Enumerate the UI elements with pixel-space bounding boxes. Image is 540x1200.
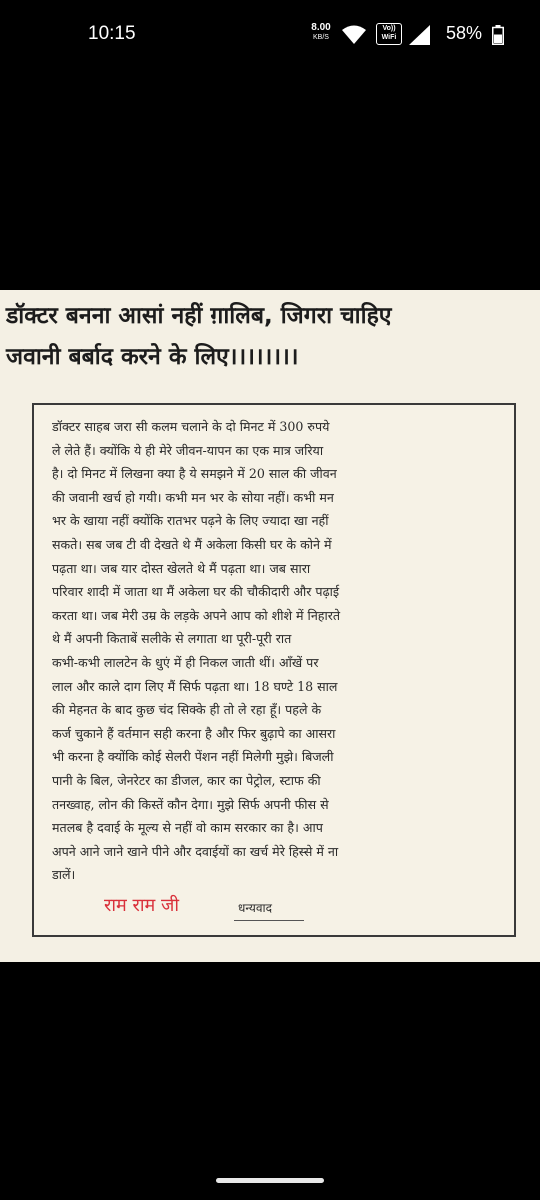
- home-gesture-handle[interactable]: [216, 1178, 324, 1183]
- gesture-nav-bar[interactable]: [0, 1166, 540, 1200]
- article-line: भर के खाया नहीं क्योंकि रातभर पढ़ने के लिए ज्यादा खा नहीं: [52, 513, 329, 529]
- battery-percent: 58%: [446, 23, 483, 43]
- thanks-text: धन्यवाद: [238, 901, 273, 915]
- headline-line-1: डॉक्टर बनना आसां नहीं ग़ालिब, जिगरा चाहिए: [6, 303, 392, 329]
- article-line: ले लेते हैं। क्योंकि ये ही मेरे जीवन-यापन का एक मात्र जरिया: [52, 442, 324, 458]
- newspaper-clipping-image[interactable]: [0, 290, 540, 962]
- article-line: परिवार शादी में जाता था मैं अकेला घर की चौकीदारी और पढ़ाई: [52, 584, 340, 600]
- signal-icon: [409, 25, 431, 45]
- article-line: मतलब है दवाई के मूल्य से नहीं वो काम सरकार का है। आप: [52, 820, 323, 836]
- network-speed: 8.00 KB/S: [311, 22, 331, 41]
- article-line: अपने आने जाने खाने पीने और दवाईयों का खर्च मेरे हिस्से में ना: [52, 843, 339, 859]
- battery-icon: [492, 25, 504, 45]
- article-line: पढ़ता था। जब यार दोस्त खेलते थे मैं पढ़ता था। जब सारा: [52, 560, 311, 576]
- article-line: पानी के बिल, जेनरेटर का डीजल, कार का पेट्रोल, स्टाफ की: [52, 772, 321, 788]
- article-line: की जवानी खर्च हो गयी। कभी मन भर के सोया नहीं। कभी मन: [52, 489, 334, 505]
- article-line: की मेहनत के बाद कुछ चंद सिक्के ही तो ले रहा हूँ। पहले के: [52, 702, 322, 718]
- signature-underline: [234, 920, 304, 921]
- volte-wifi-icon: Vo)) WiFi: [376, 23, 402, 45]
- article-line: डालें।: [52, 867, 76, 883]
- status-bar: [0, 0, 540, 70]
- article-line: कर्ज चुकाने हैं वर्तमान सही करना है और फिर बुढ़ापे का आसरा: [52, 725, 336, 741]
- article-body: [52, 415, 502, 887]
- article-line: कभी-कभी लालटेन के धुएं में ही निकल जाती थीं। आँखें पर: [52, 654, 319, 670]
- article-line: करता था। जब मेरी उम्र के लड़के अपने आप को शीशे में निहारते: [52, 607, 341, 623]
- status-time: 10:15: [88, 23, 136, 44]
- article-line: थे मैं अपनी किताबें सलीके से लगाता था पूरी-पूरी रात: [52, 631, 292, 647]
- article-line: सकते। सब जब टी वी देखते थे मैं अकेला किसी घर के कोने में: [52, 536, 332, 552]
- article-line: तनख्वाह, लोन की किस्तें कौन देगा। मुझे सिर्फ अपनी फीस से: [52, 796, 329, 812]
- headline: [6, 296, 534, 378]
- wifi-icon: [342, 25, 366, 45]
- signature: राम राम जी: [104, 895, 180, 916]
- article-box: [32, 403, 516, 937]
- article-line: लाल और काले दाग लिए मैं सिर्फ पढ़ता था। 18 घण्टे 18 साल: [52, 678, 338, 694]
- article-line: है। दो मिनट में लिखना क्या है ये समझने में 20 साल की जीवन: [52, 466, 337, 482]
- article-line: भी करना है क्योंकि कोई सेलरी पेंशन नहीं मिलेगी मुझे। बिजली: [52, 749, 334, 765]
- article-line: डॉक्टर साहब जरा सी कलम चलाने के दो मिनट में 300 रुपये: [52, 419, 330, 434]
- headline-line-2: जवानी बर्बाद करने के लिए।।।।।।।।: [6, 344, 299, 370]
